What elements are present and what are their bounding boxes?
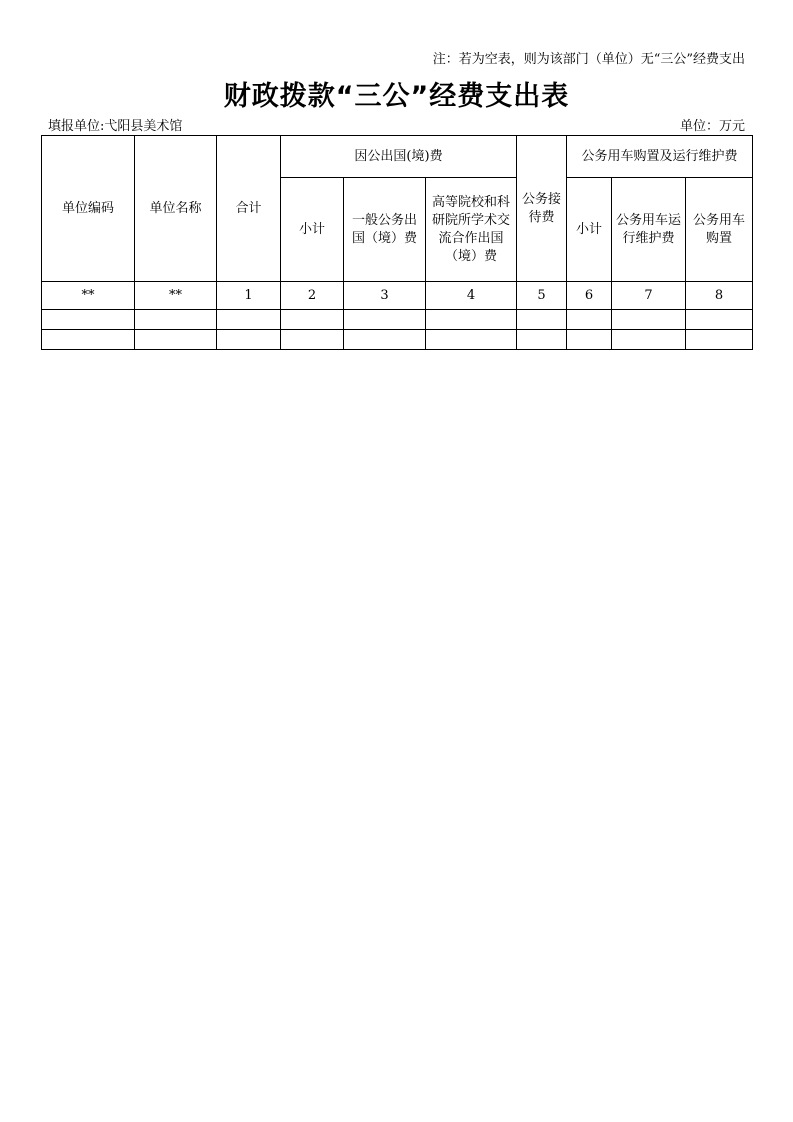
empty-cell [135,330,217,350]
page-title: 财政拨款“三公”经费支出表 [223,81,570,112]
column-number-row [42,282,753,310]
header-vehicle-group: 公务用车购置及运行维护费 [567,136,753,178]
empty-cell [217,330,281,350]
empty-cell [686,330,753,350]
number-cell: 8 [686,282,753,310]
header-vehicle-maintenance: 公务用车运行维护费 [612,178,686,282]
empty-cell [281,310,344,330]
number-cell: 1 [217,282,281,310]
number-cell: 5 [517,282,567,310]
empty-cell [612,330,686,350]
unit-label: 单位：万元 [679,119,745,134]
empty-cell [426,330,517,350]
header-abroad-subtotal: 小计 [281,178,344,282]
empty-cell [42,330,135,350]
empty-data-row [42,330,753,350]
empty-cell [42,310,135,330]
number-cell: ** [42,282,135,310]
number-cell: 6 [567,282,612,310]
empty-cell [281,330,344,350]
empty-table-note: 注：若为空表，则为该部门（单位）无“三公”经费支出 [432,52,745,67]
empty-cell [567,310,612,330]
header-unit-code: 单位编码 [42,136,135,282]
number-cell: ** [135,282,217,310]
fill-unit-label: 填报单位:弋阳县美术馆 [48,119,183,134]
header-vehicle-subtotal: 小计 [567,178,612,282]
empty-cell [517,310,567,330]
header-abroad-general: 一般公务出国（境）费 [344,178,426,282]
header-reception: 公务接待费 [517,136,567,282]
header-abroad-academic: 高等院校和科研院所学术交流合作出国（境）费 [426,178,517,282]
header-total: 合计 [217,136,281,282]
empty-cell [686,310,753,330]
empty-cell [612,310,686,330]
number-cell: 4 [426,282,517,310]
header-row-top [42,136,753,178]
number-cell: 2 [281,282,344,310]
header-vehicle-purchase: 公务用车购置 [686,178,753,282]
empty-data-row [42,310,753,330]
empty-cell [135,310,217,330]
empty-cell [426,310,517,330]
empty-cell [344,310,426,330]
empty-cell [567,330,612,350]
header-abroad-group: 因公出国(境)费 [281,136,517,178]
number-cell: 7 [612,282,686,310]
empty-cell [344,330,426,350]
number-cell: 3 [344,282,426,310]
empty-cell [217,310,281,330]
empty-cell [517,330,567,350]
header-unit-name: 单位名称 [135,136,217,282]
expense-table [41,135,753,350]
